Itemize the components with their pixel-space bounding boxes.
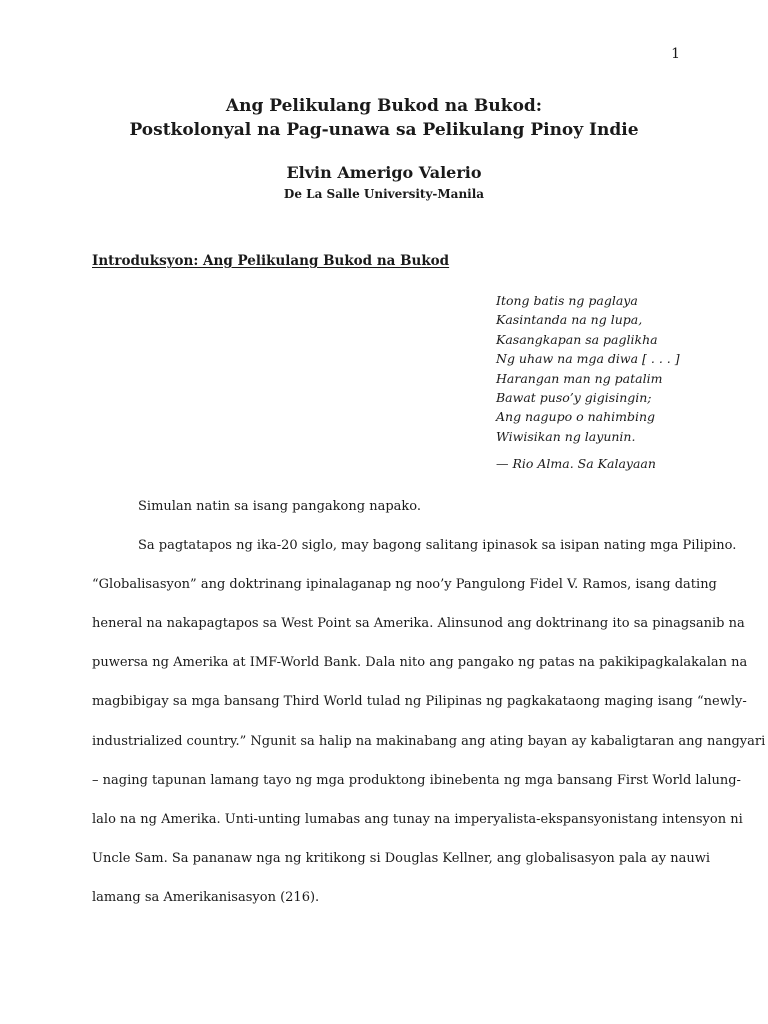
epigraph-line: Itong batis ng paglaya — [496, 293, 638, 308]
body-text — [92, 495, 766, 925]
paragraph-line: Uncle Sam. Sa pananaw nga ng kritikong si Douglas Kellner, ang globalisasyon pala ay nauwi — [92, 850, 711, 866]
paragraph-line: – naging tapunan lamang tayo ng mga produktong ibinebenta ng mga bansang First World lalung- — [92, 772, 741, 788]
epigraph-line: Harangan man ng patalim — [496, 370, 663, 386]
author-name: Elvin Amerigo Valerio — [286, 163, 482, 182]
section-heading: Introduksyon: Ang Pelikulang Bukod na Bukod — [92, 253, 450, 269]
paragraph-line: heneral na nakapagtapos sa West Point sa Amerika. Alinsunod ang doktrinang ito sa pinagsanib na — [92, 616, 745, 632]
epigraph — [496, 291, 726, 471]
paragraph-line: puwersa ng Amerika at IMF-World Bank. Dala nito ang pangako ng patas na pakikipagkalakalan na — [92, 655, 748, 671]
epigraph-attribution-author: — Rio Alma. — [496, 456, 574, 472]
epigraph-line: Bawat puso’y gigisingin; — [496, 390, 652, 406]
paper-title-line-2: Postkolonyal na Pag-unawa sa Pelikulang Pinoy Indie — [129, 120, 639, 140]
paragraph-line: Sa pagtatapos ng ika-20 siglo, may bagong salitang ipinasok sa isipan nating mga Pilipino. — [138, 538, 737, 554]
paragraph-line: lalo na ng Amerika. Unti-unting lumabas ang tunay na imperyalista-ekspansyonistang intensyon ni — [92, 811, 743, 827]
epigraph-line: Ng uhaw na mga diwa [ . . . ] — [496, 351, 680, 367]
paragraph-line: Simulan natin sa isang pangakong napako. — [138, 499, 421, 514]
epigraph-attribution-work: Sa Kalayaan — [577, 456, 656, 472]
epigraph-line: Kasintanda na ng lupa, — [496, 312, 643, 328]
paragraph-line: industrialized country.” Ngunit sa halip na makinabang ang ating bayan ay kabaligtaran ang nangyari — [92, 733, 766, 749]
paragraph-line: “Globalisasyon” ang doktrinang ipinalaganap ng noo’y Pangulong Fidel V. Ramos, isang dating — [92, 577, 717, 593]
author-affiliation: De La Salle University-Manila — [283, 187, 485, 201]
paper-title-line-1: Ang Pelikulang Bukod na Bukod: — [225, 96, 543, 116]
epigraph-line: Kasangkapan sa paglikha — [496, 331, 658, 347]
title-block — [0, 94, 768, 202]
page-number: 1 — [671, 46, 680, 62]
paragraph-line: magbibigay sa mga bansang Third World tulad ng Pilipinas ng pagkakataong maging isang “newly- — [92, 694, 747, 710]
epigraph-line: Wiwisikan ng layunin. — [496, 428, 636, 444]
paragraph-line: lamang sa Amerikanisasyon (216). — [92, 889, 320, 905]
epigraph-line: Ang nagupo o nahimbing — [496, 409, 656, 425]
epigraph-attribution — [496, 456, 726, 471]
